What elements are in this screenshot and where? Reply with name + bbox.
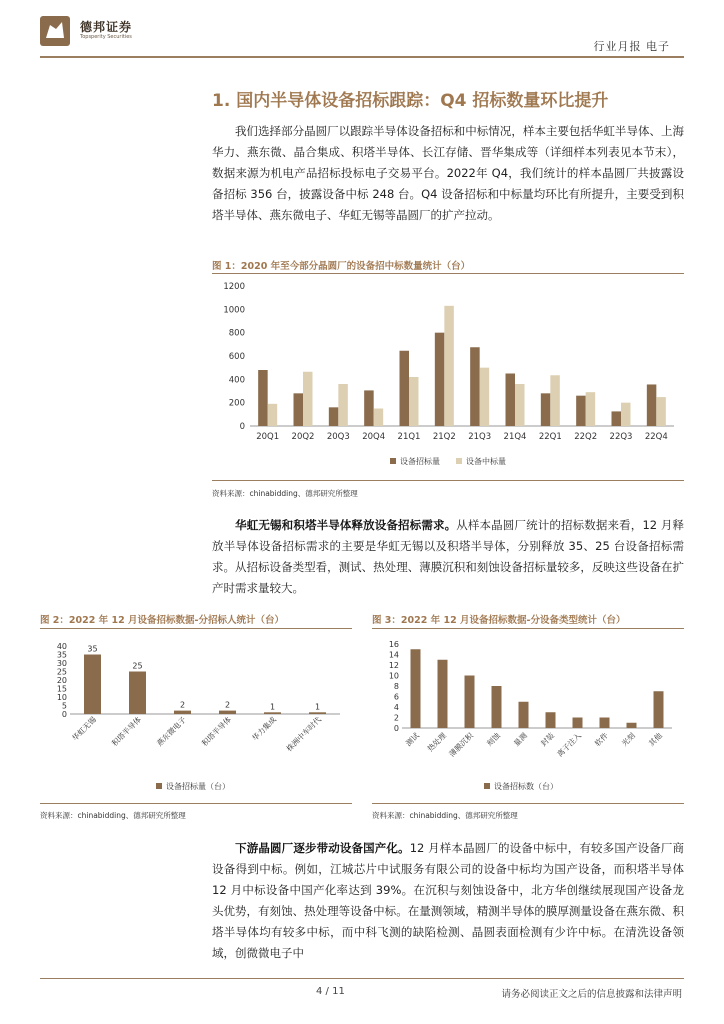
bar-win-22Q4	[656, 397, 666, 426]
x-tick-label: 测试	[403, 731, 421, 749]
paragraph-demand-lead: 华虹无锡和积塔半导体释放设备招标需求。	[235, 518, 457, 532]
bar-bid-22Q4	[647, 384, 657, 426]
footer-divider	[40, 978, 684, 979]
bar-win-22Q2	[586, 392, 596, 426]
bar-win-22Q1	[550, 375, 560, 426]
legend-swatch-bid	[390, 458, 396, 464]
y-tick-label: 20	[56, 676, 67, 685]
x-tick-label: 20Q3	[326, 432, 350, 442]
brand-name: 德邦证券	[80, 20, 133, 34]
x-tick-label: 20Q1	[256, 432, 280, 442]
company-logo-icon	[40, 16, 70, 46]
figure1-title: 图 1：2020 年至今部分晶圆厂的设备招中标数量统计（台）	[212, 261, 471, 272]
figure2-bottom-rule	[40, 803, 352, 804]
bar-bid-21Q1	[400, 351, 410, 426]
bar-bid-20Q2	[294, 393, 304, 426]
bar-测试	[411, 649, 421, 728]
y-tick-label: 35	[56, 650, 67, 660]
bar-win-21Q1	[409, 377, 419, 426]
bar-bid-21Q4	[506, 374, 516, 427]
bar-株洲中车时代	[309, 712, 326, 714]
y-tick-label: 0	[239, 422, 245, 432]
y-tick-label: 1000	[223, 305, 245, 316]
bar-华虹无锡	[84, 655, 101, 715]
y-tick-label: 2	[393, 713, 399, 723]
y-tick-label: 25	[56, 667, 67, 677]
bar-bid-22Q1	[541, 393, 551, 426]
footer-disclaimer: 请务必阅读正文之后的信息披露和法律声明	[501, 989, 682, 1000]
data-label: 35	[87, 644, 98, 654]
bar-bid-20Q1	[258, 370, 268, 426]
figure3-title: 图 3：2022 年 12 月设备招标数据-分设备类型统计（台）	[372, 615, 626, 626]
y-tick-label: 200	[228, 398, 245, 409]
x-tick-label: 积塔半导体	[110, 715, 143, 748]
paragraph-localization	[212, 838, 684, 964]
bar-bid-22Q2	[576, 396, 586, 426]
bar-刻蚀	[492, 686, 502, 728]
paragraph-intro-text: 我们选择部分晶圆厂以跟踪半导体设备招标和中标情况，样本主要包括华虹半导体、上海华力、燕东微、晶合集成、积塔半导体、长江存储、晋华集成等（详细样本列表见本节末），数据来源为机电产品招标投标电子交易平台。2022年 Q4，我们统计的样本晶圆厂共披露设备招标 356 台，披露设备中标 248 台。Q4 设备招标和中标量均环比有所提升，主要受到积塔半导体、燕东微电子、华虹无锡等晶圆厂的扩产拉动。	[212, 124, 684, 222]
x-tick-label: 量测	[511, 731, 529, 749]
figure3-chart	[372, 632, 684, 800]
y-tick-label: 600	[228, 352, 245, 362]
figure1-bottom-rule	[212, 480, 684, 481]
x-tick-label: 其他	[646, 731, 664, 749]
legend-label-win: 设备中标量	[466, 457, 506, 466]
y-tick-label: 40	[56, 642, 67, 651]
bar-bid-22Q3	[612, 411, 622, 426]
y-tick-label: 10	[56, 693, 67, 702]
bar-bid-20Q4	[364, 390, 374, 426]
y-tick-label: 6	[393, 692, 399, 702]
x-tick-label: 21Q3	[468, 432, 492, 442]
y-tick-label: 800	[228, 328, 245, 339]
bar-积塔半导体	[219, 711, 236, 714]
x-tick-label: 21Q2	[432, 432, 456, 442]
legend-swatch	[484, 783, 490, 789]
bar-封装	[546, 712, 556, 728]
x-tick-label: 21Q1	[397, 432, 421, 442]
x-tick-label: 22Q2	[574, 432, 598, 442]
x-tick-label: 21Q4	[503, 432, 527, 442]
bar-燕东微电子	[174, 711, 191, 714]
y-tick-label: 0	[61, 710, 67, 719]
x-tick-label: 22Q4	[644, 432, 668, 442]
bar-量测	[519, 702, 529, 728]
paragraph-localization-lead: 下游晶圆厂逐步带动设备国产化。	[235, 841, 410, 855]
figure2-chart	[40, 632, 352, 800]
bar-离子注入	[573, 718, 583, 729]
data-label: 25	[132, 661, 143, 671]
bar-bid-21Q2	[435, 333, 445, 426]
bar-win-21Q2	[444, 306, 454, 426]
bar-热处理	[438, 660, 448, 728]
x-tick-label: 离子注入	[555, 731, 583, 759]
y-tick-label: 14	[388, 650, 399, 660]
x-tick-label: 22Q1	[538, 432, 562, 442]
section-title: 1. 国内半导体设备招标跟踪：Q4 招标数量环比提升	[212, 91, 609, 111]
x-tick-label: 刻蚀	[484, 731, 502, 749]
y-tick-label: 5	[61, 701, 67, 711]
bar-win-22Q3	[621, 403, 631, 426]
bar-软件	[600, 718, 610, 729]
x-tick-label: 软件	[592, 731, 610, 749]
y-tick-label: 30	[56, 659, 67, 668]
x-tick-label: 20Q2	[291, 432, 315, 442]
y-tick-label: 10	[388, 671, 399, 681]
paragraph-localization-text: 12 月样本晶圆厂的设备中标中，有较多国产设备厂商设备得到中标。例如，江城芯片中试服务有限公司的设备中标均为国产设备，而积塔半导体 12 月中标设备中国产化率达到 39%。在沉积与刻蚀设备中，北方华创继续展现国产设备龙头优势，有刻蚀、热处理等设备中标。在量测领域，精测半导体的膜厚测量设备在燕东微、积塔半导体均有较多中标，而中科飞测的缺陷检测、晶圆表面检测有少许中标。在清洗设备领域，创微微电子中	[212, 841, 685, 960]
x-tick-label: 光刻	[619, 731, 637, 749]
figure3-bottom-rule	[372, 803, 684, 804]
bar-其他	[654, 691, 664, 728]
y-tick-label: 0	[393, 724, 399, 733]
legend-label: 设备招标数（台）	[494, 782, 558, 791]
bar-bid-21Q3	[470, 347, 480, 426]
x-tick-label: 封装	[538, 731, 556, 749]
data-label: 1	[314, 702, 321, 712]
paragraph-demand	[212, 515, 684, 599]
bar-光刻	[627, 723, 637, 728]
paragraph-demand-text: 从样本晶圆厂统计的招标数据来看，12 月释放半导体设备招标需求的主要是华虹无锡以及积塔半导体，分别释放 35、25 台设备招标需求。从招标设备类型看，测试、热处理、薄膜沉积和刻蚀设备招标量较多，反映这些设备在扩产时需求量较大。	[212, 518, 685, 595]
y-tick-label: 1200	[223, 282, 245, 292]
figure1-chart	[212, 278, 684, 476]
figure2-title: 图 2：2022 年 12 月设备招标数据-分招标人统计（台）	[40, 615, 284, 626]
bar-win-20Q2	[303, 372, 313, 426]
x-tick-label: 22Q3	[609, 432, 633, 442]
data-label: 1	[269, 702, 276, 712]
x-tick-label: 热处理	[425, 731, 448, 754]
y-tick-label: 15	[56, 684, 67, 694]
legend-label: 设备招标量（台）	[166, 782, 230, 791]
paragraph-intro	[212, 121, 684, 226]
x-tick-label: 薄膜沉积	[447, 731, 475, 759]
bar-华力集成	[264, 712, 281, 714]
y-tick-label: 4	[393, 703, 399, 712]
x-tick-label: 积塔半导体	[200, 715, 233, 748]
figure3-rule	[372, 628, 684, 629]
bar-win-20Q1	[268, 404, 278, 426]
header-divider	[40, 56, 684, 58]
legend-swatch-win	[456, 458, 462, 464]
y-tick-label: 16	[388, 640, 399, 649]
page-number: 4 / 11	[316, 986, 345, 997]
y-tick-label: 8	[393, 682, 399, 691]
x-tick-label: 华力集成	[250, 715, 278, 743]
brand-name-en: Topsperity Securities	[80, 34, 132, 40]
bar-win-20Q3	[338, 384, 348, 426]
bar-win-21Q4	[515, 384, 525, 426]
legend-label-bid: 设备招标量	[400, 457, 440, 466]
legend-swatch	[156, 783, 162, 789]
data-label: 2	[224, 700, 231, 710]
x-tick-label: 华虹无锡	[70, 715, 98, 743]
figure1-source: 资料来源：chinabidding、德邦研究所整理	[212, 489, 358, 498]
figure1-rule	[212, 273, 684, 274]
report-type: 行业月报 电子	[593, 40, 670, 53]
bar-win-20Q4	[374, 409, 384, 427]
y-tick-label: 400	[228, 375, 245, 386]
data-label: 2	[179, 700, 186, 710]
bar-win-21Q3	[480, 368, 490, 426]
x-tick-label: 20Q4	[362, 432, 386, 442]
y-tick-label: 12	[388, 661, 399, 670]
figure2-rule	[40, 628, 352, 629]
figure2-source: 资料来源：chinabidding、德邦研究所整理	[40, 811, 186, 820]
figure3-source: 资料来源：chinabidding、德邦研究所整理	[372, 811, 518, 820]
bar-薄膜沉积	[465, 676, 475, 729]
x-tick-label: 株洲中车时代	[284, 715, 323, 754]
bar-积塔半导体	[129, 672, 146, 715]
bar-bid-20Q3	[329, 407, 339, 426]
x-tick-label: 燕东微电子	[155, 715, 188, 748]
